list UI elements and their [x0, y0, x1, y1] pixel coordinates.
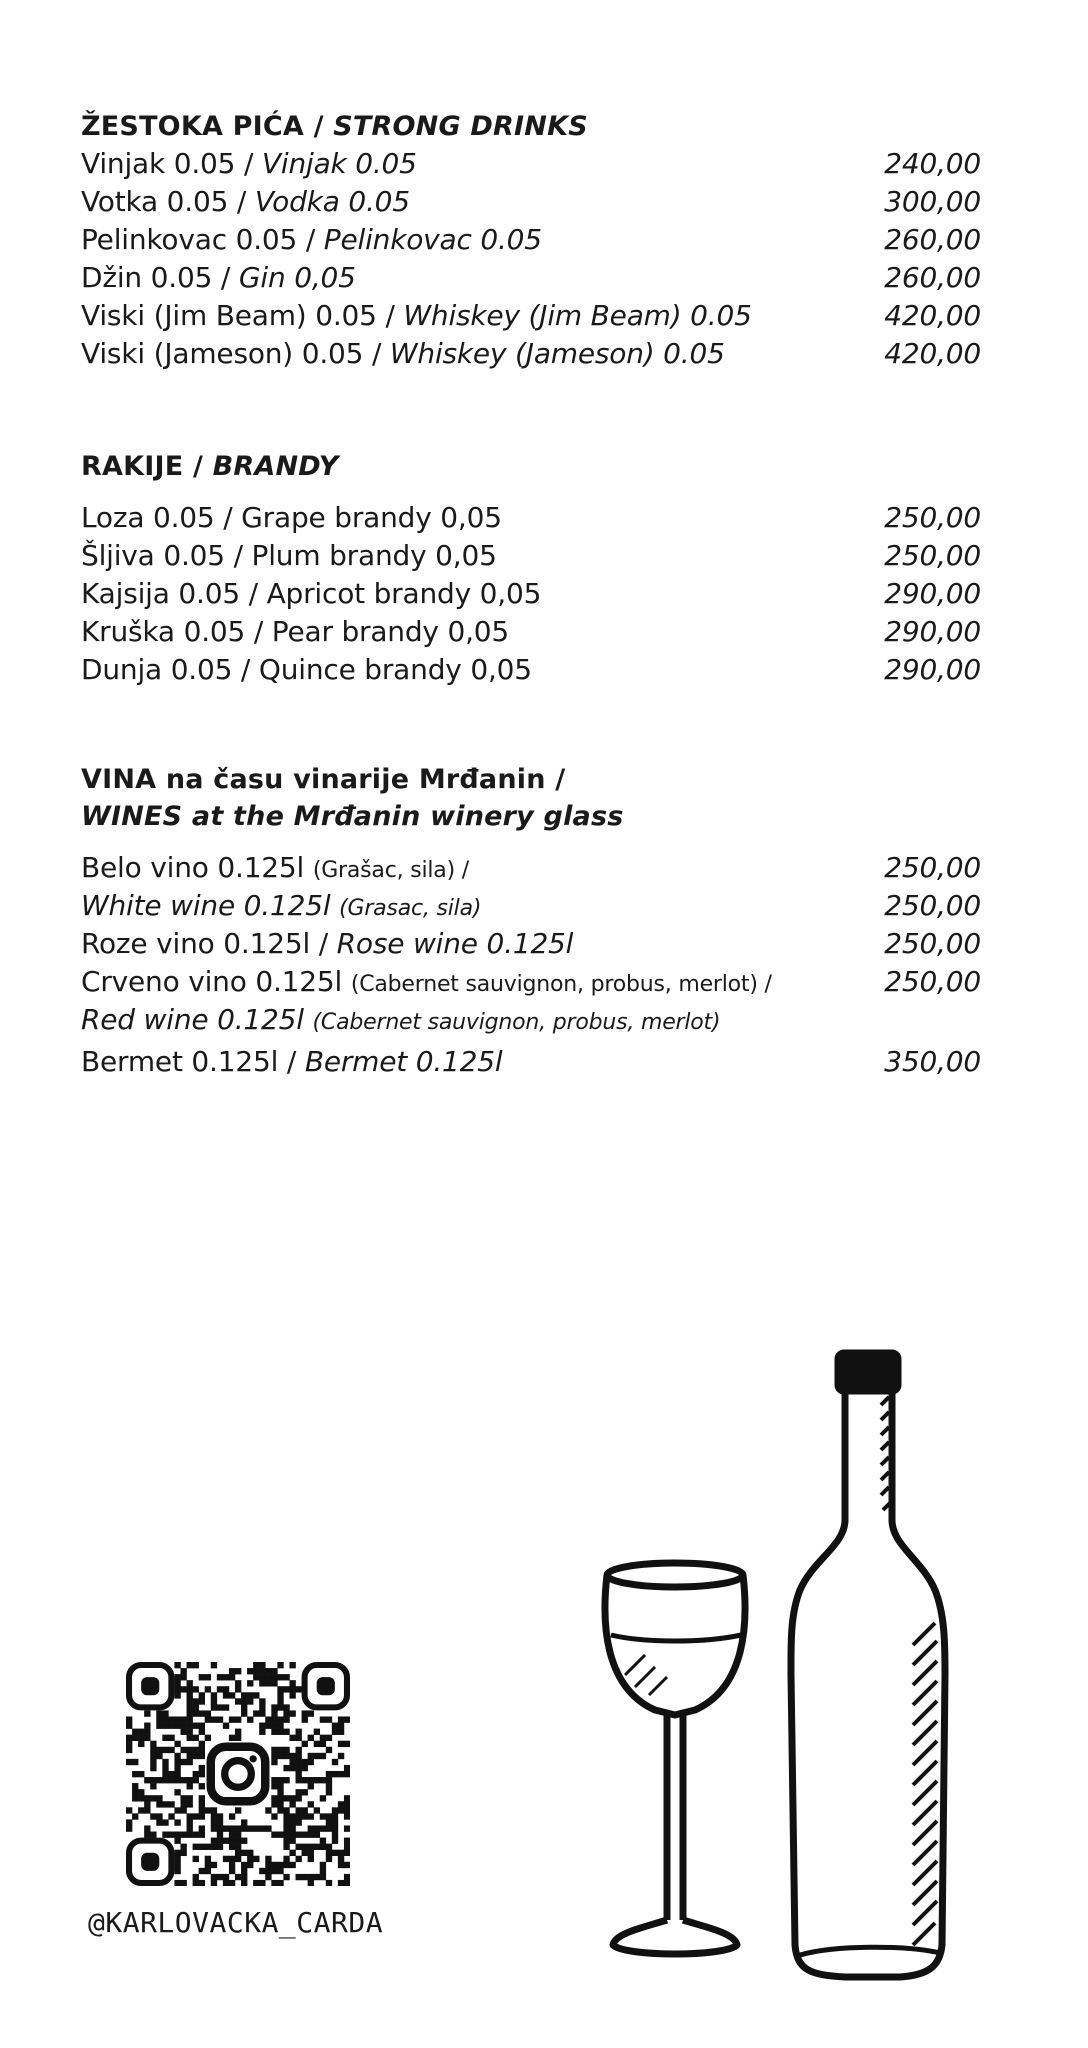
price: 420,00 [884, 299, 981, 332]
price: 290,00 [884, 653, 981, 686]
menu-item: Šljiva 0.05 / Plum brandy 0,05 250,00 [81, 537, 981, 575]
wine-glass-and-bottle-icon [595, 1345, 975, 1985]
menu-item: Džin 0.05 / Gin 0,05 260,00 [81, 259, 981, 297]
menu-item: Pelinkovac 0.05 / Pelinkovac 0.05 260,00 [81, 221, 981, 259]
menu-item: Crveno vino 0.125l (Cabernet sauvignon, probus, merlot) / 250,00 [81, 963, 981, 1001]
menu-item: Loza 0.05 / Grape brandy 0,05 250,00 [81, 499, 981, 537]
strong-drinks-heading: ŽESTOKA PIĆA / STRONG DRINKS [81, 111, 588, 142]
menu-item: Viski (Jim Beam) 0.05 / Whiskey (Jim Beam) 0.05 420,00 [81, 297, 981, 335]
price: 260,00 [884, 223, 981, 256]
instagram-handle[interactable]: @KARLOVACKA_CARDA [88, 1906, 384, 1939]
price: 250,00 [884, 501, 981, 534]
wines-heading-english: WINES at the Mrđanin winery glass [81, 801, 624, 832]
menu-item: Belo vino 0.125l (Grašac, sila) / 250,00 [81, 849, 981, 887]
price: 240,00 [884, 147, 981, 180]
menu-item: Roze vino 0.125l / Rose wine 0.125l 250,00 [81, 925, 981, 963]
price: 250,00 [884, 927, 981, 960]
qr-code-icon [126, 1662, 350, 1886]
menu-item: Kruška 0.05 / Pear brandy 0,05 290,00 [81, 613, 981, 651]
price: 250,00 [884, 539, 981, 572]
price: 260,00 [884, 261, 981, 294]
brandy-section [81, 448, 981, 689]
menu-item: Viski (Jameson) 0.05 / Whiskey (Jameson) 0.05 420,00 [81, 335, 981, 373]
menu-item: Dunja 0.05 / Quince brandy 0,05 290,00 [81, 651, 981, 689]
price: 250,00 [884, 851, 981, 884]
brandy-heading: RAKIJE / BRANDY [81, 451, 339, 482]
price: 250,00 [884, 965, 981, 998]
menu-item: Red wine 0.125l (Cabernet sauvignon, probus, merlot) [81, 1003, 721, 1036]
price: 290,00 [884, 615, 981, 648]
wines-heading: VINA na času vinarije Mrđanin / [81, 764, 566, 795]
price: 290,00 [884, 577, 981, 610]
price: 350,00 [884, 1045, 981, 1078]
strong-drinks-section [81, 108, 981, 373]
menu-item: Bermet 0.125l / Bermet 0.125l 350,00 [81, 1043, 981, 1081]
menu-item: Vinjak 0.05 / Vinjak 0.05 240,00 [81, 145, 981, 183]
price: 300,00 [884, 185, 981, 218]
price: 420,00 [884, 337, 981, 370]
wines-section [81, 761, 981, 1081]
wine-bottle-icon [791, 1353, 945, 1977]
wine-glass-icon [605, 1563, 745, 1954]
menu-item: Votka 0.05 / Vodka 0.05 300,00 [81, 183, 981, 221]
menu-item: Kajsija 0.05 / Apricot brandy 0,05 290,00 [81, 575, 981, 613]
instagram-qr-code[interactable] [126, 1662, 350, 1886]
price: 250,00 [884, 889, 981, 922]
menu-item: White wine 0.125l (Grasac, sila) 250,00 [81, 887, 981, 925]
